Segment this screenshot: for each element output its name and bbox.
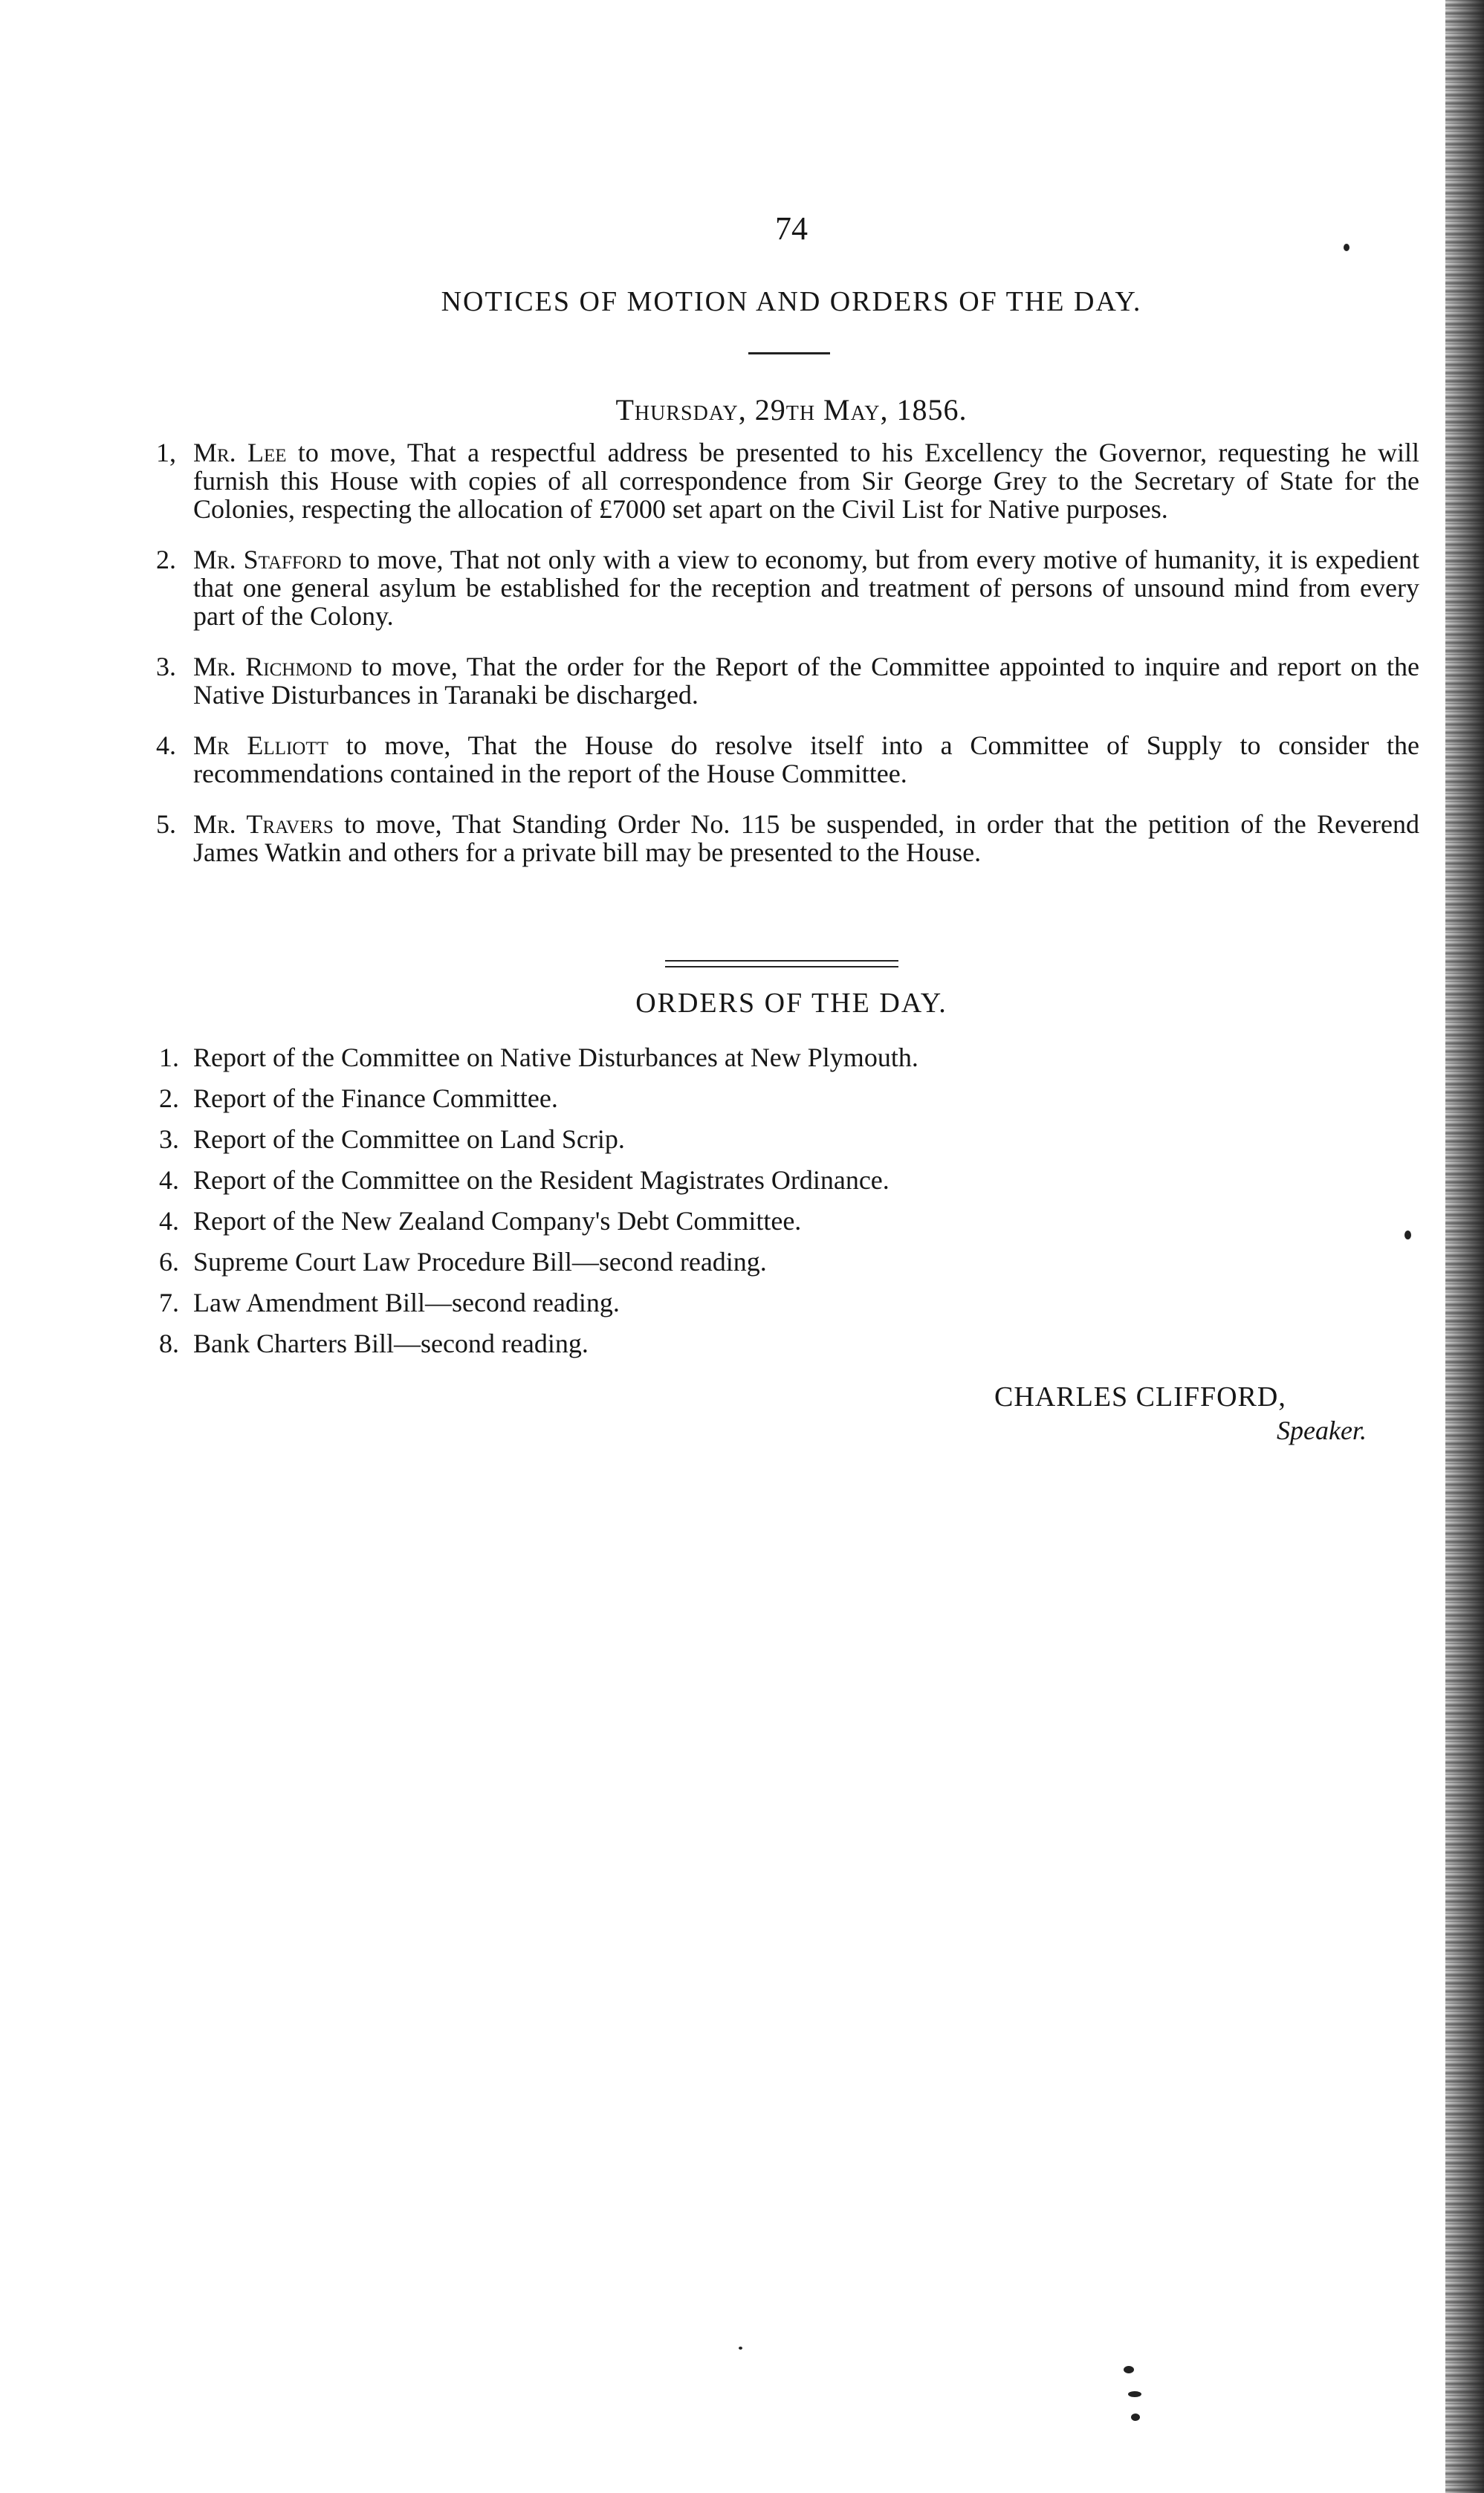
speaker-name: CHARLES CLIFFORD,	[994, 1381, 1286, 1413]
motion-item	[156, 652, 1419, 709]
order-text: Report of the Committee on the Resident Magistrates Ordinance.	[193, 1165, 890, 1195]
order-item	[159, 1201, 1348, 1242]
scanned-page-edge	[1445, 0, 1484, 2493]
scan-speck	[1124, 2366, 1134, 2373]
scan-speck	[1344, 244, 1349, 251]
motion-member: Mr Elliott	[193, 730, 328, 760]
scan-speck	[1128, 2391, 1141, 2397]
order-text: Law Amendment Bill—second reading.	[193, 1288, 620, 1317]
order-item	[159, 1160, 1348, 1201]
motion-number: 2.	[156, 545, 176, 574]
order-text: Report of the New Zealand Company's Debt Committee.	[193, 1206, 802, 1236]
notices-of-motion-list	[156, 438, 1419, 889]
motion-number: 4.	[156, 730, 176, 760]
page-title: NOTICES OF MOTION AND ORDERS OF THE DAY.	[441, 286, 1142, 317]
scan-speck	[1404, 1231, 1411, 1239]
orders-of-the-day-list	[159, 1037, 1348, 1364]
motion-text: to move, That the House do resolve itself into a Committee of Supply to consider the recommendations contained in the report of the House Committee.	[193, 730, 1419, 788]
order-number: 8.	[159, 1329, 179, 1358]
scan-speck	[1131, 2413, 1140, 2421]
motion-text: to move, That not only with a view to economy, but from every motive of humanity, it is expedient that one general asylum be established for the reception and treatment of persons of unsound mind from every part of the Colony.	[193, 545, 1420, 631]
motion-number: 5.	[156, 809, 176, 839]
motion-text: to move, That Standing Order No. 115 be suspended, in order that the petition of the Reverend James Watkin and others for a private bill may be presented to the House.	[193, 809, 1420, 867]
order-number: 4.	[159, 1165, 179, 1195]
title-divider	[748, 352, 830, 354]
order-text: Report of the Committee on Land Scrip.	[193, 1124, 625, 1154]
order-number: 6.	[159, 1247, 179, 1277]
motion-number: 3.	[156, 652, 176, 681]
order-text: Supreme Court Law Procedure Bill—second reading.	[193, 1247, 767, 1277]
motion-number: 1,	[156, 438, 176, 467]
motion-text: to move, That the order for the Report of the Committee appointed to inquire and report on the Native Disturbances in Taranaki be discharged.	[193, 652, 1419, 710]
motion-item	[156, 731, 1419, 788]
order-item	[159, 1323, 1348, 1364]
order-number: 2.	[159, 1083, 179, 1113]
motion-item	[156, 545, 1419, 630]
order-item	[159, 1283, 1348, 1323]
order-number: 4.	[159, 1206, 179, 1236]
motion-member: Mr. Richmond	[193, 652, 352, 681]
motion-item	[156, 438, 1419, 523]
order-item	[159, 1119, 1348, 1160]
order-number: 3.	[159, 1124, 179, 1154]
motion-member: Mr. Travers	[193, 809, 334, 839]
order-number: 7.	[159, 1288, 179, 1317]
order-item	[159, 1242, 1348, 1283]
order-text: Bank Charters Bill—second reading.	[193, 1329, 589, 1358]
page-number: 74	[775, 210, 808, 247]
section-divider	[665, 960, 898, 967]
motion-text: to move, That a respectful address be presented to his Excellency the Governor, requesting he will furnish this House with copies of all correspondence from Sir George Grey to the Secretary of State for the Colonies, respecting the allocation of £7000 set apart on the Civil List for Native purposes.	[193, 438, 1420, 524]
order-number: 1.	[159, 1043, 179, 1072]
order-text: Report of the Finance Committee.	[193, 1083, 558, 1113]
scan-speck	[739, 2347, 742, 2350]
order-item	[159, 1037, 1348, 1078]
order-item	[159, 1078, 1348, 1119]
orders-heading: ORDERS OF THE DAY.	[635, 988, 947, 1019]
sitting-date: Thursday, 29th May, 1856.	[615, 393, 968, 427]
motion-member: Mr. Stafford	[193, 545, 342, 574]
motion-item	[156, 810, 1419, 866]
motion-member: Mr. Lee	[193, 438, 287, 467]
order-text: Report of the Committee on Native Disturbances at New Plymouth.	[193, 1043, 918, 1072]
speaker-title: Speaker.	[1277, 1416, 1367, 1445]
